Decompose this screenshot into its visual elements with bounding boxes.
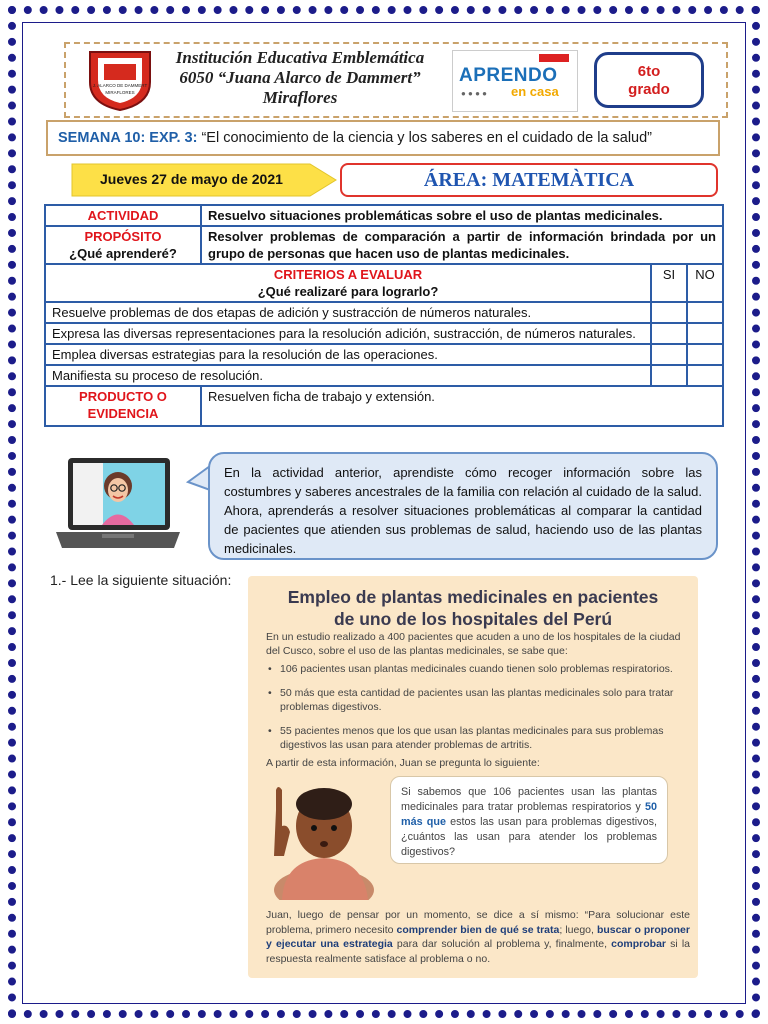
crest-location: MIRAFLORES bbox=[105, 90, 135, 95]
school-crest-icon bbox=[84, 48, 156, 112]
date-banner bbox=[70, 162, 338, 198]
criterio-1: Resuelve problemas de dos etapas de adición y sustracción de números naturales. bbox=[45, 302, 651, 323]
actividad-value: Resuelvo situaciones problemáticas sobre el uso de plantas medicinales. bbox=[201, 205, 723, 226]
situation-conclusion bbox=[266, 908, 690, 966]
school-line-1: Institución Educativa Emblemática bbox=[175, 48, 425, 67]
date-text: Jueves 27 de mayo de 2021 bbox=[100, 171, 283, 187]
criterios-sub: ¿Qué realizaré para lograrlo? bbox=[257, 284, 439, 299]
school-line-3: Miraflores bbox=[262, 88, 338, 107]
si-checkbox-3[interactable] bbox=[651, 344, 687, 365]
conclusion-highlight-3: comprobar bbox=[611, 938, 667, 950]
crest-text: J. ALARCO DE DAMMERT bbox=[92, 83, 148, 88]
situation-transition: A partir de esta información, Juan se pregunta lo siguiente: bbox=[266, 757, 540, 769]
conclusion-highlight-2: buscar o proponer y ejecutar una estrategia bbox=[266, 923, 690, 950]
proposito-value: Resolver problemas de comparación a partir de información brindada por un grupo de personas que hacen uso de plantas medicinales. bbox=[201, 226, 723, 264]
producto-value: Resuelven ficha de trabajo y extensión. bbox=[201, 386, 723, 426]
no-checkbox-2[interactable] bbox=[687, 323, 723, 344]
logo-bottom: en casa bbox=[511, 84, 559, 99]
no-header: NO bbox=[687, 264, 723, 302]
si-checkbox-4[interactable] bbox=[651, 365, 687, 386]
proposito-sub: ¿Qué aprenderé? bbox=[69, 246, 177, 261]
no-checkbox-1[interactable] bbox=[687, 302, 723, 323]
activity-table bbox=[44, 204, 724, 427]
table-row bbox=[45, 264, 723, 302]
grade-label: grado bbox=[628, 81, 670, 98]
table-row bbox=[45, 344, 723, 365]
logo-dots-icon: ● ● ● ● bbox=[461, 89, 487, 98]
area-title: ÁREA: MATEMÀTICA bbox=[340, 163, 718, 197]
school-name bbox=[165, 48, 435, 108]
table-row bbox=[45, 323, 723, 344]
table-row bbox=[45, 386, 723, 426]
speech-part-2: estos las usan para problemas digestivos, ¿cuántos las usan para atender los problemas digestivos? bbox=[401, 816, 657, 858]
proposito-label: PROPÓSITO bbox=[84, 229, 162, 244]
criterio-4: Manifiesta su proceso de resolución. bbox=[45, 365, 651, 386]
actividad-label: ACTIVIDAD bbox=[45, 205, 201, 226]
situation-title-line-1: Empleo de plantas medicinales en pacientes bbox=[287, 587, 659, 607]
producto-label: PRODUCTO O EVIDENCIA bbox=[45, 386, 201, 426]
teacher-laptop-icon bbox=[52, 456, 184, 556]
si-header: SI bbox=[651, 264, 687, 302]
situation-title-line-2: de uno de los hospitales del Perú bbox=[333, 609, 613, 629]
grade-number: 6to bbox=[637, 63, 661, 80]
boy-thinking-icon bbox=[262, 770, 392, 900]
flag-icon bbox=[539, 54, 569, 62]
list-item: • 50 más que esta cantidad de pacientes usan las plantas medicinales solo para tratar problemas digestivos. bbox=[266, 686, 686, 714]
table-row bbox=[45, 205, 723, 226]
table-row bbox=[45, 226, 723, 264]
week-label: SEMANA 10: EXP. 3: bbox=[58, 130, 198, 146]
proposito-cell bbox=[45, 226, 201, 264]
si-checkbox-2[interactable] bbox=[651, 323, 687, 344]
table-row bbox=[45, 365, 723, 386]
criterio-2: Expresa las diversas representaciones para la resolución adición, sustracción, de números naturales. bbox=[45, 323, 651, 344]
no-checkbox-4[interactable] bbox=[687, 365, 723, 386]
situation-facts-list bbox=[266, 662, 686, 762]
week-banner bbox=[46, 120, 720, 156]
conclusion-part-4: si la respuesta realmente satisface al problema o no. bbox=[266, 938, 691, 965]
school-line-2: 6050 “Juana Alarco de Dammert” bbox=[179, 68, 421, 87]
week-title: “El conocimiento de la ciencia y los saberes en el cuidado de la salud” bbox=[201, 130, 653, 146]
situation-intro: En un estudio realizado a 400 pacientes que acuden a uno de los hospitales de la ciudad del Cusco, sobre el uso de las plantas medicinales, se sabe que: bbox=[266, 631, 681, 657]
list-item: • 55 pacientes menos que los que usan las plantas medicinales para sus problemas digestivos las usan para atender problemas de artritis. bbox=[266, 724, 686, 752]
no-checkbox-3[interactable] bbox=[687, 344, 723, 365]
grade-badge bbox=[594, 52, 704, 108]
list-item: • 106 pacientes usan plantas medicinales cuando tienen solo problemas respiratorios. bbox=[266, 662, 686, 676]
conclusion-part-2: ; luego, bbox=[559, 923, 597, 936]
table-row bbox=[45, 302, 723, 323]
question-1: 1.- Lee la siguiente situación: bbox=[50, 572, 232, 588]
teacher-speech-bubble: En la actividad anterior, aprendiste cómo recoger información sobre las costumbres y saberes ancestrales de la familia con relación al cuidado de la salud. Ahora, aprenderás a resolver situaciones problemáticas al comparar la cantidad de pacientes que atienden sus problemas de salud, haciendo uso de las plantas medicinales. bbox=[208, 452, 718, 560]
si-checkbox-1[interactable] bbox=[651, 302, 687, 323]
criterios-header bbox=[45, 264, 651, 302]
logo-top: APRENDO bbox=[459, 65, 558, 86]
conclusion-part-1: Juan, luego de pensar por un momento, se dice a sí mismo: “Para solucionar este problema, primero necesito bbox=[266, 909, 690, 936]
boy-speech-bubble bbox=[390, 776, 668, 864]
speech-part-1: Si sabemos que 106 pacientes usan las plantas medicinales para tratar problemas respiratorios y bbox=[401, 786, 657, 813]
conclusion-part-3: para dar solución al problema y, finalmente, bbox=[392, 938, 612, 950]
criterio-3: Emplea diversas estrategias para la resolución de las operaciones. bbox=[45, 344, 651, 365]
situation-title bbox=[248, 586, 698, 630]
conclusion-highlight-1: comprender bien de qué se trata bbox=[396, 923, 560, 936]
criterios-title: CRITERIOS A EVALUAR bbox=[273, 267, 423, 282]
aprendo-en-casa-logo bbox=[452, 50, 578, 112]
speech-highlight: 50 más que bbox=[401, 801, 657, 828]
